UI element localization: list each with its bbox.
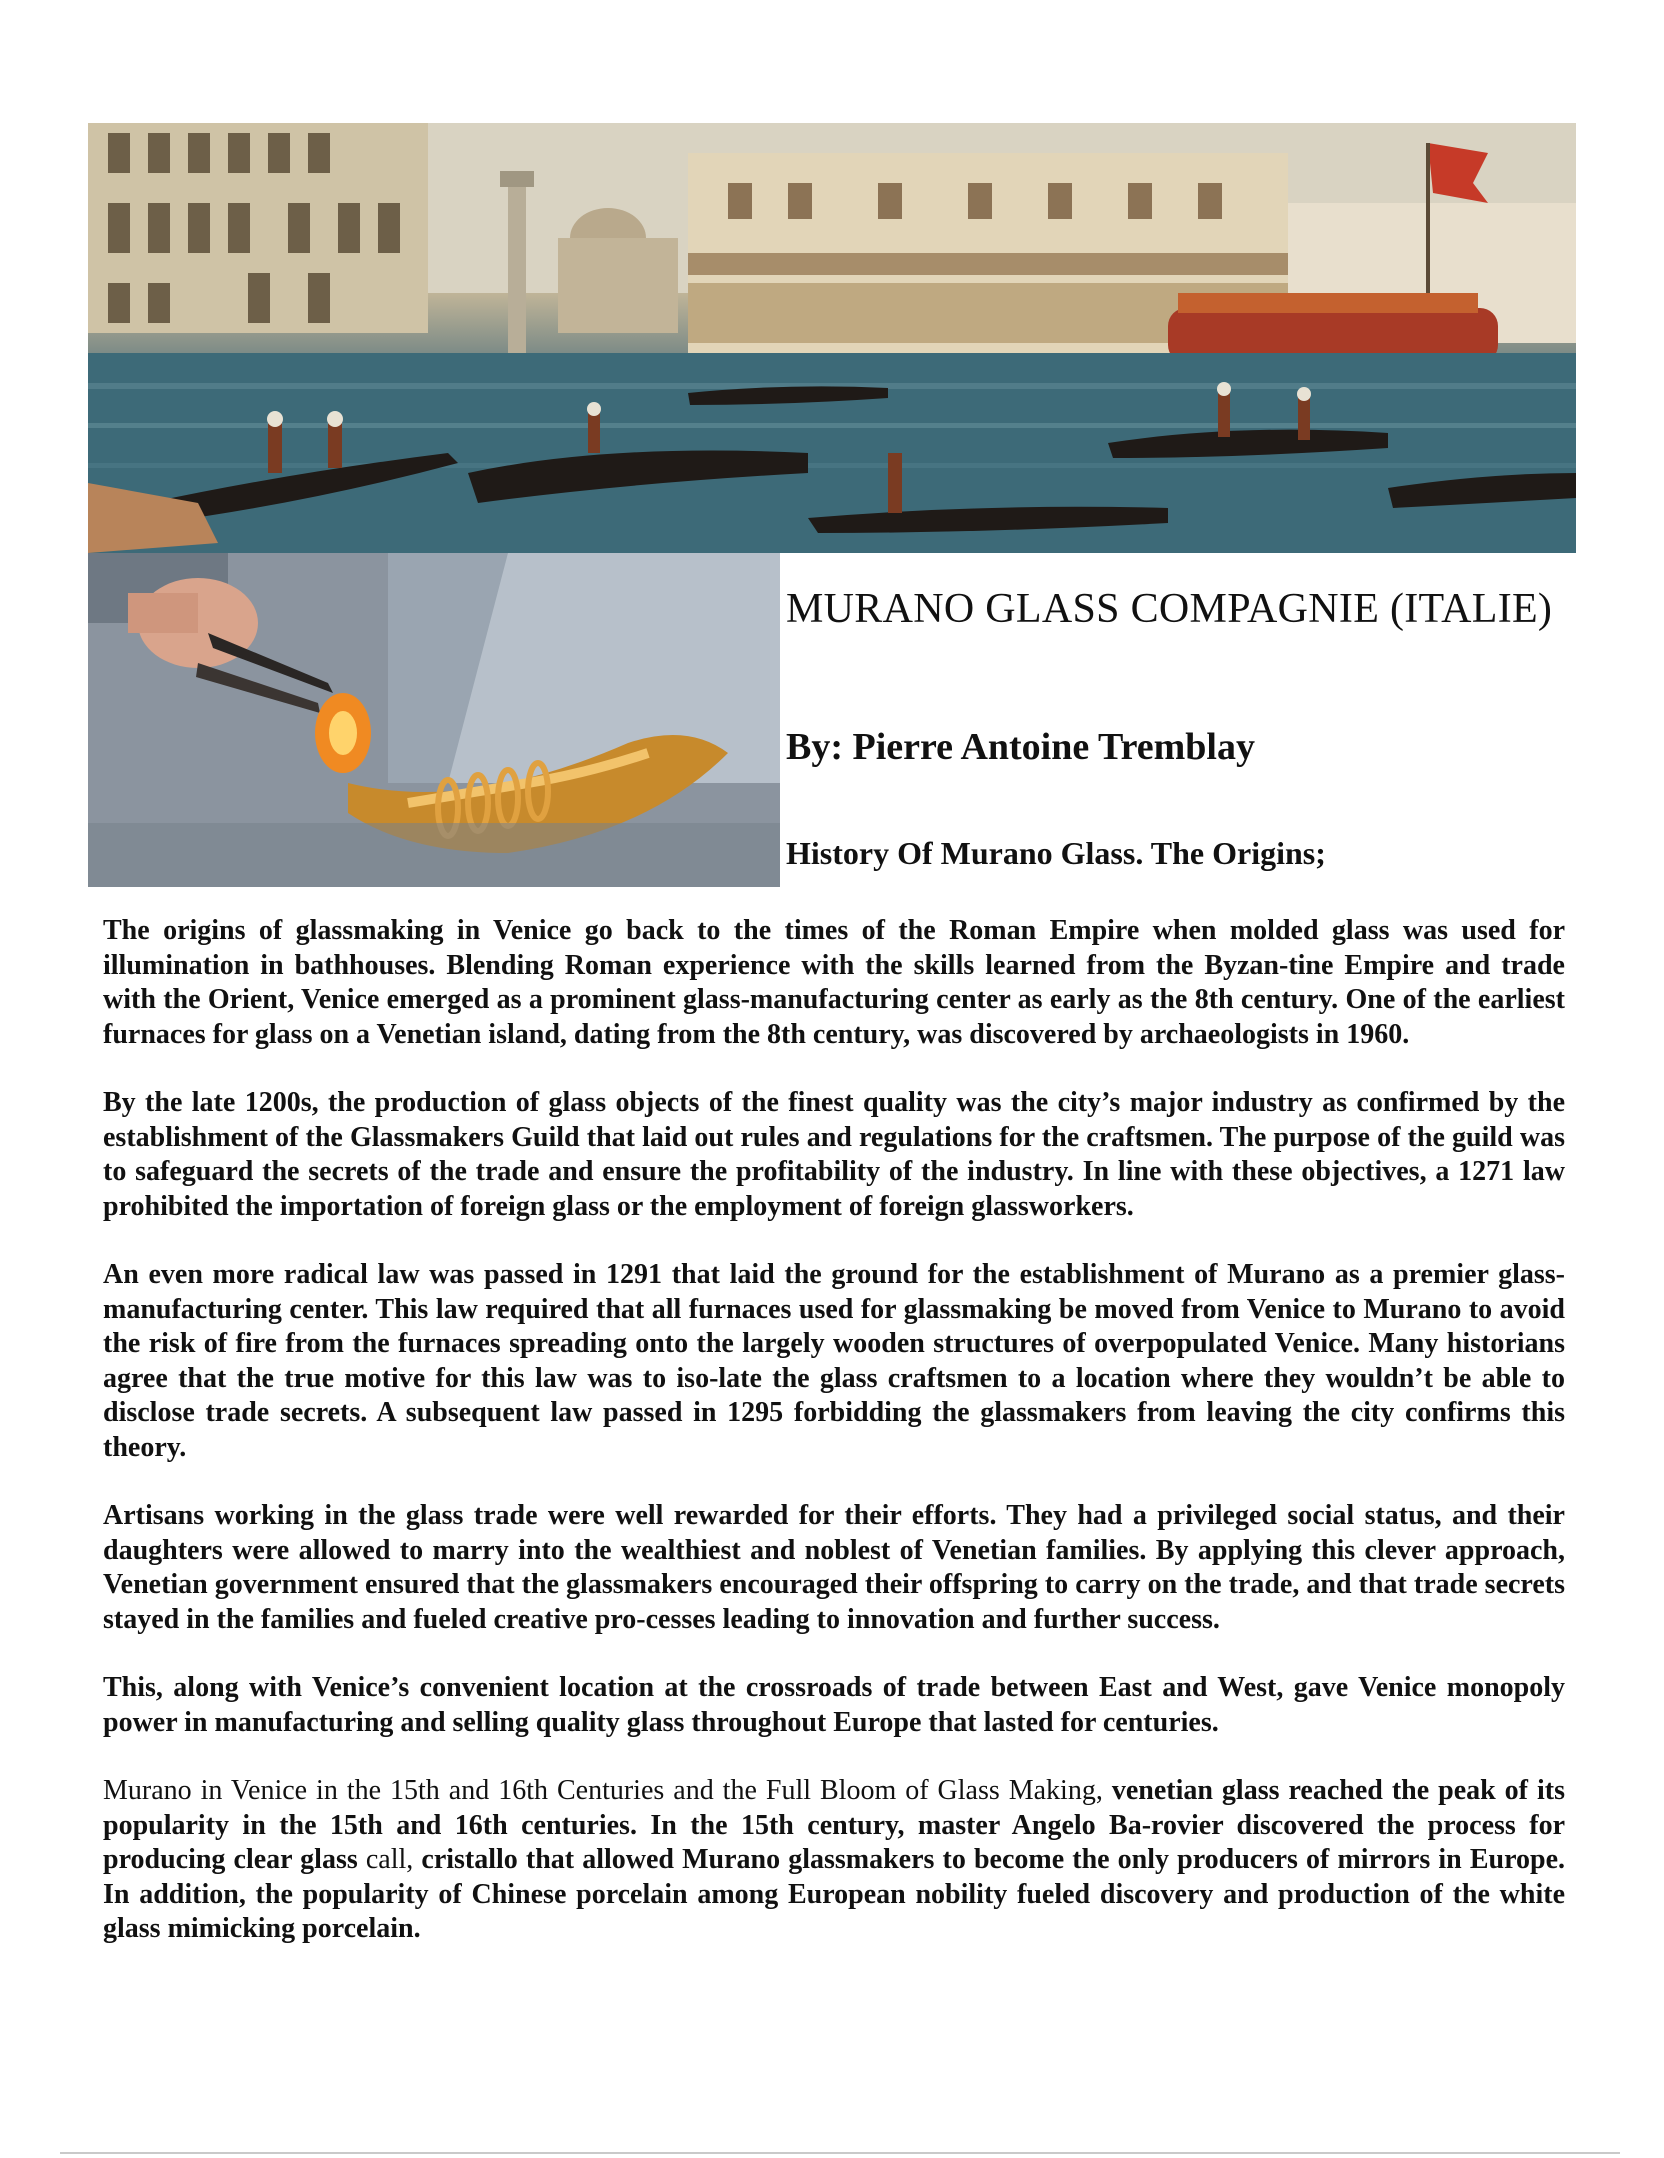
paragraph-call-text: call,: [365, 1844, 414, 1875]
paragraph-1291-law: An even more radical law was passed in 1291 that laid the ground for the establishment of Murano as a premier glass-manufacturing center. This law required that all furnaces used for glassmaking be moved from Venice to Murano to avoid the risk of fire from the furnaces spreading onto the largely wooden structures of overpopulated Venice. Many historians agree that the true motive for this law was to iso-late the glass craftsmen to a location where they wouldn’t be able to disclose trade secrets. A subsequent law passed in 1295 forbidding the glassmakers from leaving the city confirms this theory.: [103, 1259, 1565, 1463]
paragraph-origins: The origins of glassmaking in Venice go back to the times of the Roman Empire when molded glass was used for illumination in bathhouses. Blending Roman experience with the skills learned from the Byzan-tine Empire and trade with the Orient, Venice emerged as a prominent glass-manufacturing center as early as the 8th century. One of the earliest furnaces for glass on a Venetian island, dating from the 8th century, was discovered by archaeologists in 1960.: [103, 915, 1565, 1050]
paragraph-lead-text: Murano in Venice in the 15th and 16th Centuries and the Full Bloom of Glass Making,: [103, 1775, 1112, 1806]
paragraph-body-text: venetian glass reached the peak of its popularity in the 15th and 16th centuries. In the 15th century, master Angelo Ba-rovier discovered the process for producing clear glass: [103, 1775, 1565, 1875]
bottom-divider: [60, 2152, 1620, 2154]
paragraph-monopoly: This, along with Venice’s convenient location at the crossroads of trade between East and West, gave Venice monopoly power in manufacturing and selling quality glass throughout Europe that lasted for centuries.: [103, 1672, 1565, 1738]
document-title: MURANO GLASS COMPAGNIE (ITALIE): [786, 586, 1553, 632]
author-byline: By: Pierre Antoine Tremblay: [786, 726, 1255, 768]
paragraph-15th-16th-centuries: [103, 1774, 1565, 1947]
glassblowing-photo: [88, 553, 780, 887]
paragraph-artisans: Artisans working in the glass trade were well rewarded for their efforts. They had a privileged social status, and their daughters were allowed to marry into the wealthiest and noblest of Venetian families. By applying this clever approach, Venetian government ensured that the glassmakers encouraged their offspring to carry on the trade, and that trade secrets stayed in the families and fueled creative pro-cesses leading to innovation and further success.: [103, 1500, 1565, 1635]
venice-banner-image: [88, 123, 1576, 553]
article-body: [103, 914, 1565, 1981]
paragraph-rest-text: cristallo that allowed Murano glassmakers to become the only producers of mirrors in Europe. In addition, the popularity of Chinese porcelain among European nobility fueled discovery and production of the white glass mimicking porcelain.: [103, 1844, 1565, 1944]
paragraph-guild: By the late 1200s, the production of glass objects of the finest quality was the city’s major industry as confirmed by the establishment of the Glassmakers Guild that laid out rules and regulations for the craftsmen. The purpose of the guild was to safeguard the secrets of the trade and ensure the profitability of the industry. In line with these objectives, a 1271 law prohibited the importation of foreign glass or the employment of foreign glassworkers.: [103, 1087, 1565, 1222]
glassblower-tongs-illustration: [88, 553, 780, 887]
section-subheading: History Of Murano Glass. The Origins;: [786, 835, 1326, 871]
venice-painting-illustration: [88, 123, 1576, 553]
